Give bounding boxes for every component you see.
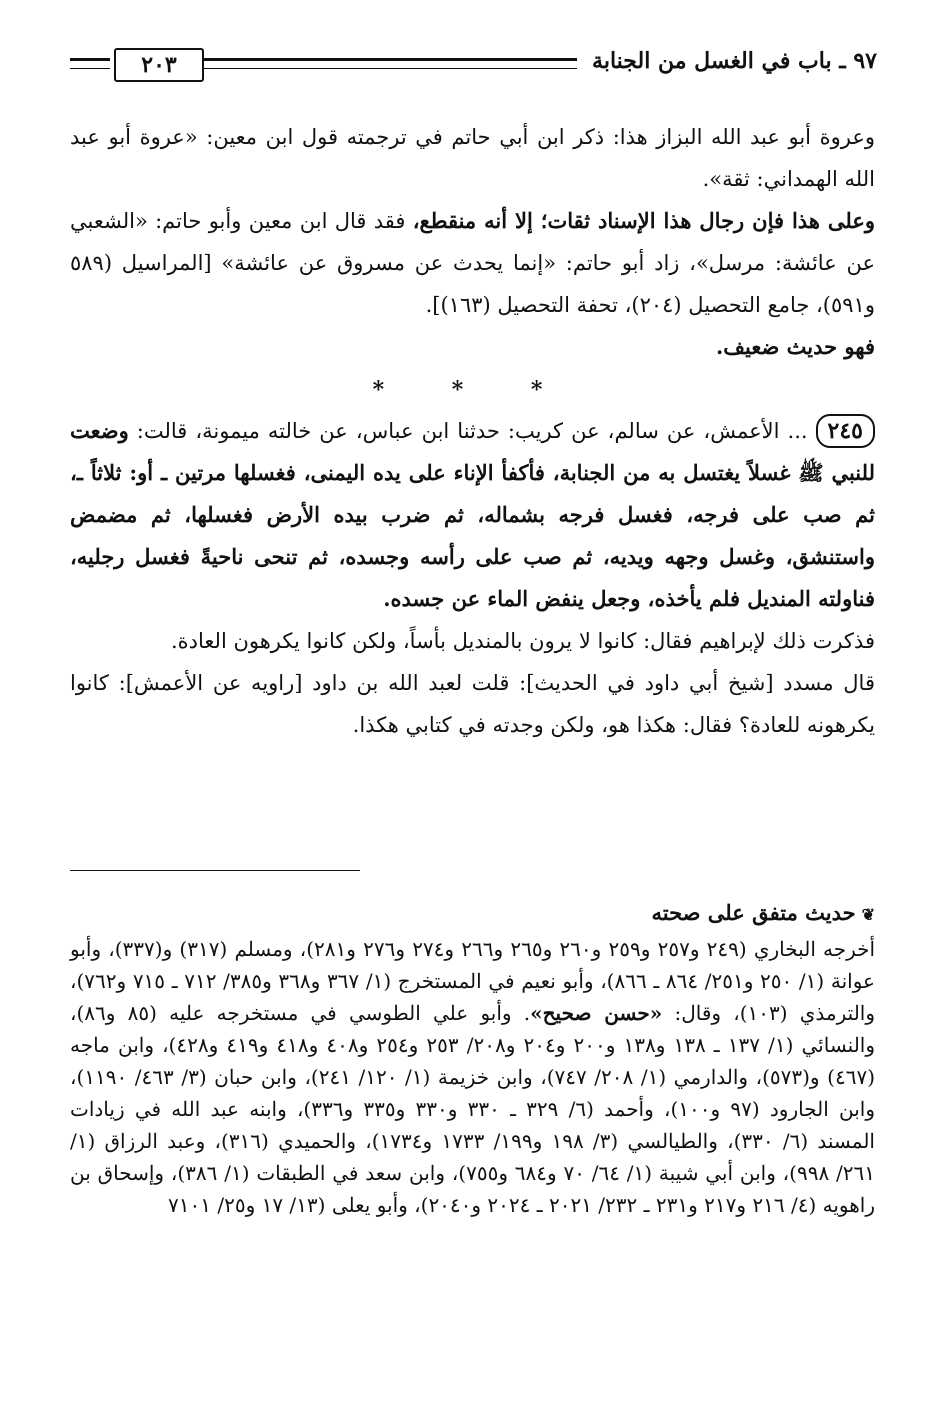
notes-heading — [70, 895, 875, 933]
paragraph-musaddad: قال مسدد [شيخ أبي داود في الحديث]: قلت لعبد الله بن داود [راويه عن الأعمش]: كانوا يكرهونه للعادة؟ فقال: هكذا هو، ولكن وجدته في كتابي هكذا. — [70, 671, 875, 737]
notes-text-b: . وأبو علي الطوسي في مستخرجه عليه (٨٥ و٨٦)، والنسائي (١/ ١٣٧ ـ ١٣٨ و١٣٨ و٢٠٠ و٢٠٤ و٢٠٨/ ٢٥٣ و٢٥٤ و٤٠٨ و٤١٨ و٤١٩ و٤٢٨)، وابن ماجه (٤٦٧) و(٥٧٣)، والدارمي (١/ ٢٠٨/ ٧٤٧)، وابن خزيمة (١/ ١٢٠/ ٢٤١)، وابن حبان (٣/ ٤٦٣/ ١١٩٠)، وابن الجارود (٩٧ و١٠٠)، وأحمد (٦/ ٣٢٩ ـ ٣٣٠ و٣٣٠ و٣٣٥ و٣٣٦)، وابنه عبد الله في زيادات المسند (٦/ ٣٣٠)، والطيالسي (٣/ ١٩٨ و١٩٩/ ١٧٣٣ و١٧٣٤)، والحميدي (٣١٦)، وعبد الرزاق (١/ ٢٦١/ ٩٩٨)، وابن أبي شيبة (١/ ٦٤/ ٧٠ و٦٨٤ و٧٥٥)، وابن سعد في الطبقات (١/ ٣٨٦)، وإسحاق بن راهويه (٤/ ٢١٦ و٢١٧ و٢٣١ ـ ٢٣٢/ ٢٠٢١ ـ ٢٠٢٤ و٢٠٤٠)، وأبو يعلى (١٣/ ١٧ و٢٥/ ٧١٠١ — [70, 1001, 876, 1217]
takhrij-notes — [70, 895, 875, 1221]
hadith-isnad: ... الأعمش، عن سالم، عن كريب: حدثنا ابن عباس، عن خالته ميمونة، قالت: — [128, 419, 808, 443]
header-rule-left — [70, 58, 110, 61]
header-rule-left-thin — [70, 68, 110, 69]
notes-heading-text: حديث متفق على صحته — [651, 900, 856, 925]
notes-body — [70, 933, 875, 1221]
header-rule-top — [204, 58, 577, 61]
paragraph-verdict: فهو حديث ضعيف. — [715, 334, 875, 359]
book-icon: ❦ — [861, 905, 875, 924]
paragraph-urwa: وعروة أبو عبد الله البزاز هذا: ذكر ابن أبي حاتم في ترجمته قول ابن معين: «عروة أبو عبد الله الهمداني: ثقة». — [70, 125, 875, 191]
hadith-number-badge: ٢٤٥ — [816, 414, 875, 448]
notes-text-a: أخرجه البخاري (٢٤٩ و٢٥٧ و٢٥٩ و٢٦٠ و٢٦٥ و٢٦٦ و٢٧٤ و٢٧٦ و٢٨١)، ومسلم (٣١٧) و(٣٣٧)، وأبو عوانة (١/ ٢٥٠ و٢٥١/ ٨٦٤ ـ ٨٦٦)، وأبو نعيم في المستخرج (١/ ٣٦٧ و٣٦٨ و٣٨٥/ ٧١٢ ـ ٧١٥ و٧٦٢)، والترمذي (١٠٣)، وقال: — [70, 937, 876, 1025]
header-rule-bottom — [204, 68, 577, 69]
isnad-conclusion: وعلى هذا فإن رجال هذا الإسناد ثقات؛ إلا أنه منقطع، — [412, 208, 875, 233]
notes-tirmidhi-grade: «حسن صحيح» — [530, 1001, 663, 1025]
footnote-divider — [70, 870, 360, 871]
paragraph-isnad — [70, 200, 875, 326]
main-text — [70, 116, 875, 746]
paragraph-ibrahim: فذكرت ذلك لإبراهيم فقال: كانوا لا يرون بالمنديل بأساً، ولكن كانوا يكرهون العادة. — [170, 629, 875, 653]
hadith-matn: وضعت للنبي ﷺ غسلاً يغتسل به من الجنابة، فأكفأ الإناء على يده اليمنى، فغسلها مرتين ـ أو: ثلاثاً ـ، ثم صب على فرجه، فغسل فرجه بشماله، ثم ضرب بيده الأرض فغسلها، ثم مضمض واستنشق، وغسل وجهه ويديه، ثم صب على رأسه وجسده، ثم تنحى ناحيةً فغسل رجليه، فناولته المنديل فلم يأخذه، وجعل ينفض الماء عن جسده. — [70, 418, 875, 611]
chapter-title: ٩٧ ـ باب في الغسل من الجنابة — [592, 48, 877, 74]
hadith-text — [70, 410, 875, 620]
page-header — [70, 44, 877, 86]
page-number: ٢٠٣ — [114, 48, 204, 82]
isnad-details: فقد قال ابن معين وأبو حاتم: «الشعبي عن عائشة: مرسل»، زاد أبو حاتم: «إنما يحدث عن مسروق عن عائشة» [المراسيل (٥٨٩ و٥٩١)، جامع التحصيل (٢٠٤)، تحفة التحصيل (١٦٣)]. — [70, 209, 875, 317]
section-separator: * * * — [372, 377, 573, 403]
